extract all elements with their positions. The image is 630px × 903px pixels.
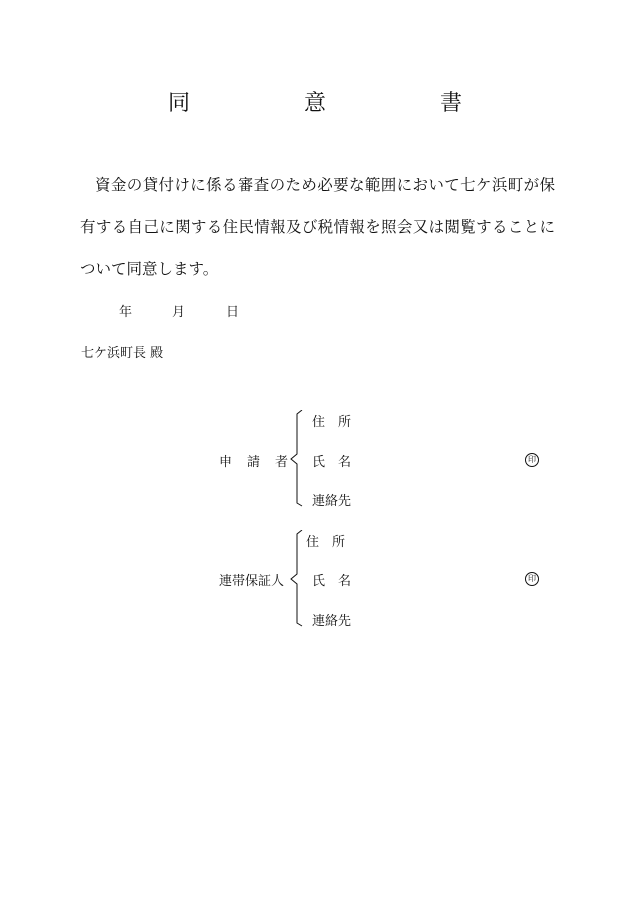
- guarantor-role-label: 連帯保証人: [219, 574, 285, 589]
- year-label: 年: [119, 305, 133, 320]
- month-label: 月: [172, 305, 186, 320]
- applicant-address-label: 住 所: [312, 415, 352, 430]
- applicant-contact-label: 連絡先: [312, 494, 352, 509]
- guarantor-address-label: 住 所: [306, 535, 346, 550]
- addressee: 七ケ浜町長 殿: [81, 346, 164, 361]
- document-title: 同 意 書: [167, 91, 508, 116]
- applicant-role-label: 申請者: [219, 455, 304, 470]
- guarantor-name-label: 氏 名: [312, 574, 352, 589]
- guarantor-contact-label: 連絡先: [312, 614, 352, 629]
- consent-statement: 資金の貸付けに係る審査のため必要な範囲において七ケ浜町が保有する自己に関する住民情報及び税情報を照会又は閲覧することについて同意します。: [80, 176, 555, 278]
- day-label: 日: [226, 305, 240, 320]
- applicant-seal-mark: 印: [525, 453, 539, 467]
- guarantor-seal-mark: 印: [525, 572, 539, 586]
- guarantor-block: [0, 530, 630, 630]
- applicant-block: [0, 410, 630, 510]
- applicant-name-label: 氏 名: [312, 455, 352, 470]
